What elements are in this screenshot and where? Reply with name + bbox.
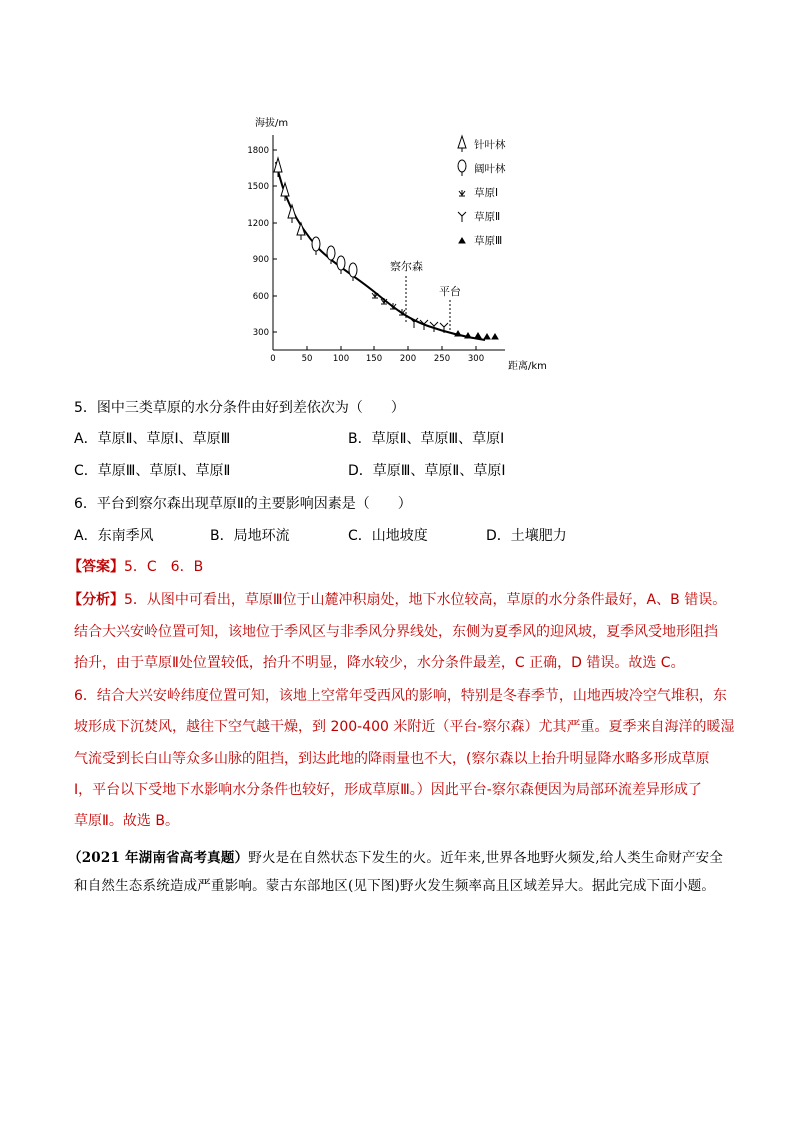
q5-option-c[interactable]: C．草原Ⅲ、草原Ⅰ、草原Ⅱ [74, 463, 231, 479]
analysis-text: 5．从图中可看出，草原Ⅲ位于山麓冲积扇处，地下水位较高，草原的水分条件最好，A、B 错误。 [124, 592, 727, 608]
source-label: （2021 年湖南省高考真题） [68, 850, 249, 866]
legend-item [458, 210, 500, 223]
answer-text: 5．C 6．B [124, 559, 204, 575]
analysis-line-1 [68, 590, 726, 610]
analysis-line: 抬升，由于草原Ⅱ处位置较低，抬升不明显，降水较少，水分条件最差，C 正确，D 错误。故选 C。 [74, 655, 685, 671]
q5-option-d[interactable]: D．草原Ⅲ、草原Ⅱ、草原Ⅰ [348, 463, 506, 479]
grass3-icon [465, 333, 471, 338]
conifer-icon [274, 158, 282, 177]
q6-option-a[interactable]: A．东南季风 [74, 528, 154, 544]
legend-item [458, 136, 506, 152]
analysis-line: 草原Ⅱ。故选 B。 [74, 813, 179, 829]
x-tick-label: 300 [467, 354, 485, 364]
chaersen-label: 察尔森 [390, 260, 423, 273]
legend-label: 草原Ⅲ [474, 235, 503, 247]
broadleaf-icon [327, 246, 335, 260]
answer-line [68, 557, 203, 577]
q5-option-a[interactable]: A．草原Ⅱ、草原Ⅰ、草原Ⅲ [74, 431, 231, 447]
analysis-line: 6．结合大兴安岭纬度位置可知，该地上空常年受西风的影响，特别是冬春季节，山地西坡冷空气堆积，东 [74, 688, 727, 704]
legend-label: 草原Ⅰ [474, 187, 499, 199]
y-tick-label: 1500 [247, 182, 269, 192]
analysis-line: Ⅰ，平台以下受地下水影响水分条件也较好，形成草原Ⅲ。）因此平台-察尔森便因为局部环流差异形成了 [74, 782, 702, 798]
broadleaf-trees [312, 237, 357, 281]
grass3-icon [459, 238, 465, 243]
q6-option-b[interactable]: B．局地环流 [210, 528, 290, 544]
grass3-icon [475, 333, 481, 338]
conifer-icon [458, 136, 466, 152]
y-tick-label: 600 [252, 292, 269, 302]
next-question-line-2: 和自然生态系统造成严重影响。蒙古东部地区(见下图)野火发生频率高且区域差异大。据此完成下面小题。 [74, 878, 716, 894]
grass2-icon [458, 212, 466, 222]
x-tick-label: 100 [332, 354, 350, 364]
broadleaf-icon [312, 237, 320, 251]
x-tick-label: 150 [365, 354, 383, 364]
x-axis-label: 距离/km [508, 361, 547, 372]
broadleaf-icon [349, 263, 357, 277]
intro-text: 野火是在自然状态下发生的火。近年来,世界各地野火频发,给人类生命财产安全 [248, 850, 724, 866]
conifer-icon [288, 205, 296, 223]
conifer-icon [297, 223, 305, 240]
analysis-line: 结合大兴安岭位置可知，该地位于季风区与非季风分界线处，东侧为夏季风的迎风坡，夏季风受地形阻挡 [74, 624, 718, 640]
broadleaf-icon [337, 256, 345, 270]
legend [458, 136, 506, 247]
elevation-profile-figure [0, 0, 794, 390]
grass1-icon [459, 190, 465, 196]
x-tick-label: 200 [399, 354, 417, 364]
analysis-label: 【分析】 [68, 592, 124, 608]
q6-option-c[interactable]: C．山地坡度 [348, 528, 428, 544]
analysis-line: 气流受到长白山等众多山脉的阻挡，到达此地的降雨量也不大，(察尔森以上抬升明显降水略多形成草原 [74, 751, 710, 767]
y-axis-label: 海拔/m [255, 118, 289, 129]
grass3-icon [484, 334, 490, 339]
q6-option-d[interactable]: D．土壤肥力 [486, 528, 567, 544]
broadleaf-icon [458, 160, 466, 172]
pingtai-label: 平台 [439, 285, 461, 298]
next-question-line-1 [68, 848, 723, 868]
grass3-icon [492, 334, 498, 339]
x-tick-label: 50 [301, 354, 313, 364]
q6-stem: 6．平台到察尔森出现草原Ⅱ的主要影响因素是（ ） [74, 496, 412, 512]
terrain-profile-line [276, 162, 485, 340]
y-tick-label: 1200 [247, 219, 269, 229]
x-tick-label: 0 [270, 354, 276, 364]
legend-item [459, 234, 502, 247]
legend-item [458, 160, 506, 176]
x-tick-label: 250 [433, 354, 451, 364]
legend-label: 阔叶林 [474, 163, 506, 175]
y-tick-label: 1800 [247, 146, 269, 156]
analysis-line: 坡形成下沉焚风，越往下空气越干燥，到 200-400 米附近（平台-察尔森）尤其严重。夏季来自海洋的暖湿 [74, 719, 735, 735]
legend-label: 针叶林 [474, 139, 506, 151]
answer-label: 【答案】 [68, 559, 124, 575]
y-tick-label: 900 [252, 255, 269, 265]
q5-option-b[interactable]: B．草原Ⅱ、草原Ⅲ、草原Ⅰ [348, 431, 505, 447]
conifer-trees [274, 158, 305, 240]
y-tick-label: 300 [252, 328, 269, 338]
legend-item [459, 186, 498, 199]
q5-stem: 5．图中三类草原的水分条件由好到差依次为（ ） [74, 400, 405, 416]
x-ticks [270, 346, 484, 364]
legend-label: 草原Ⅱ [474, 211, 501, 223]
